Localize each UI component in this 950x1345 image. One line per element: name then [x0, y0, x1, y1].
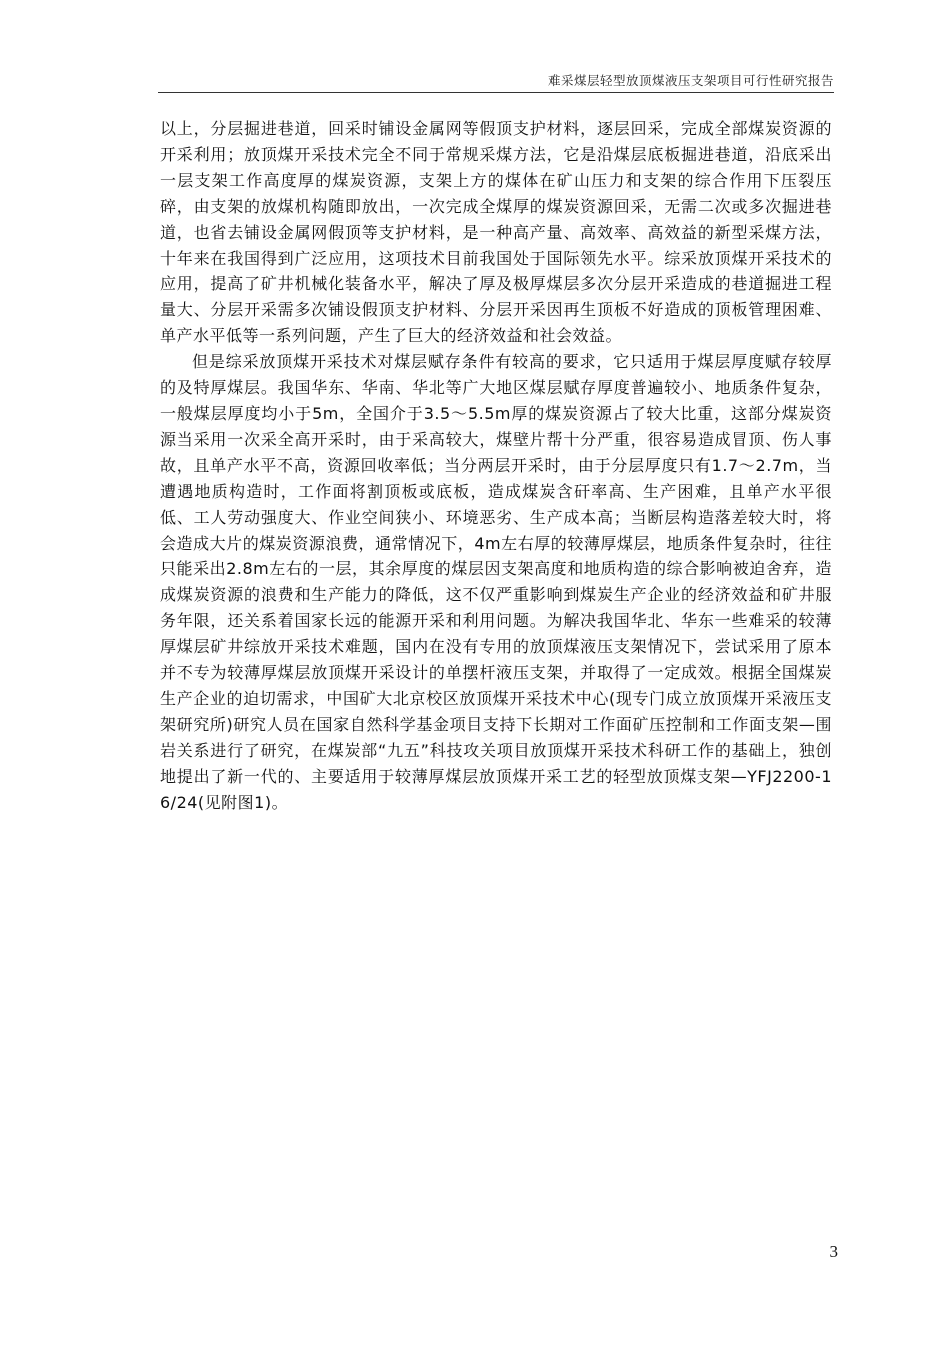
paragraph-continuation: 以上，分层掘进巷道，回采时铺设金属网等假顶支护材料，逐层回采，完成全部煤炭资源的开采利用；放顶煤开采技术完全不同于常规采煤方法，它是沿煤层底板掘进巷道，沿底采出一层支架工作高度厚的煤炭资源，支架上方的煤体在矿山压力和支架的综合作用下压裂压碎，由支架的放煤机构随即放出，一次完成全煤厚的煤炭资源回采，无需二次或多次掘进巷道，也省去铺设金属网假顶等支护材料，是一种高产量、高效率、高效益的新型采煤方法，十年来在我国得到广泛应用，这项技术目前我国处于国际领先水平。综采放顶煤开采技术的应用，提高了矿井机械化装备水平，解决了厚及极厚煤层多次分层开采造成的巷道掘进工程量大、分层开采需多次铺设假顶支护材料、分层开采因再生顶板不好造成的顶板管理困难、单产水平低等一系列问题，产生了巨大的经济效益和社会效益。	[160, 119, 832, 346]
paragraph: 但是综采放顶煤开采技术对煤层赋存条件有较高的要求，它只适用于煤层厚度赋存较厚的及特厚煤层。我国华东、华南、华北等广大地区煤层赋存厚度普遍较小、地质条件复杂，一般煤层厚度均小于5m，全国介于3.5～5.5m厚的煤炭资源占了较大比重，这部分煤炭资源当采用一次采全高开采时，由于采高较大，煤壁片帮十分严重，很容易造成冒顶、伤人事故，且单产水平不高，资源回收率低；当分两层开采时，由于分层厚度只有1.7～2.7m，当遭遇地质构造时，工作面将割顶板或底板，造成煤炭含矸率高、生产困难，且单产水平很低、工人劳动强度大、作业空间狭小、环境恶劣、生产成本高；当断层构造落差较大时，将会造成大片的煤炭资源浪费，通常情况下，4m左右厚的较薄厚煤层，地质条件复杂时，往往只能采出2.8m左右的一层，其余厚度的煤层因支架高度和地质构造的综合影响被迫舍弃，造成煤炭资源的浪费和生产能力的降低，这不仅严重影响到煤炭生产企业的经济效益和矿井服务年限，还关系着国家长远的能源开采和利用问题。为解决我国华北、华东一些难采的较薄厚煤层矿井综放开采技术难题，国内在没有专用的放顶煤液压支架情况下，尝试采用了原本并不专为较薄厚煤层放顶煤开采设计的单摆杆液压支架，并取得了一定成效。根据全国煤炭生产企业的迫切需求，中国矿大北京校区放顶煤开采技术中心(现专门成立放顶煤开采液压支架研究所)研究人员在国家自然科学基金项目支持下长期对工作面矿压控制和工作面支架—围岩关系进行了研究，在煤炭部“九五”科技攻关项目放顶煤开采技术科研工作的基础上，独创地提出了新一代的、主要适用于较薄厚煤层放顶煤开采工艺的轻型放顶煤支架—YFJ2200-16/24(见附图1)。	[160, 352, 832, 812]
running-header: 难采煤层轻型放顶煤液压支架项目可行性研究报告	[547, 73, 834, 88]
header-divider	[158, 92, 834, 93]
body-text	[160, 116, 832, 815]
page-number: 3	[829, 1242, 838, 1261]
